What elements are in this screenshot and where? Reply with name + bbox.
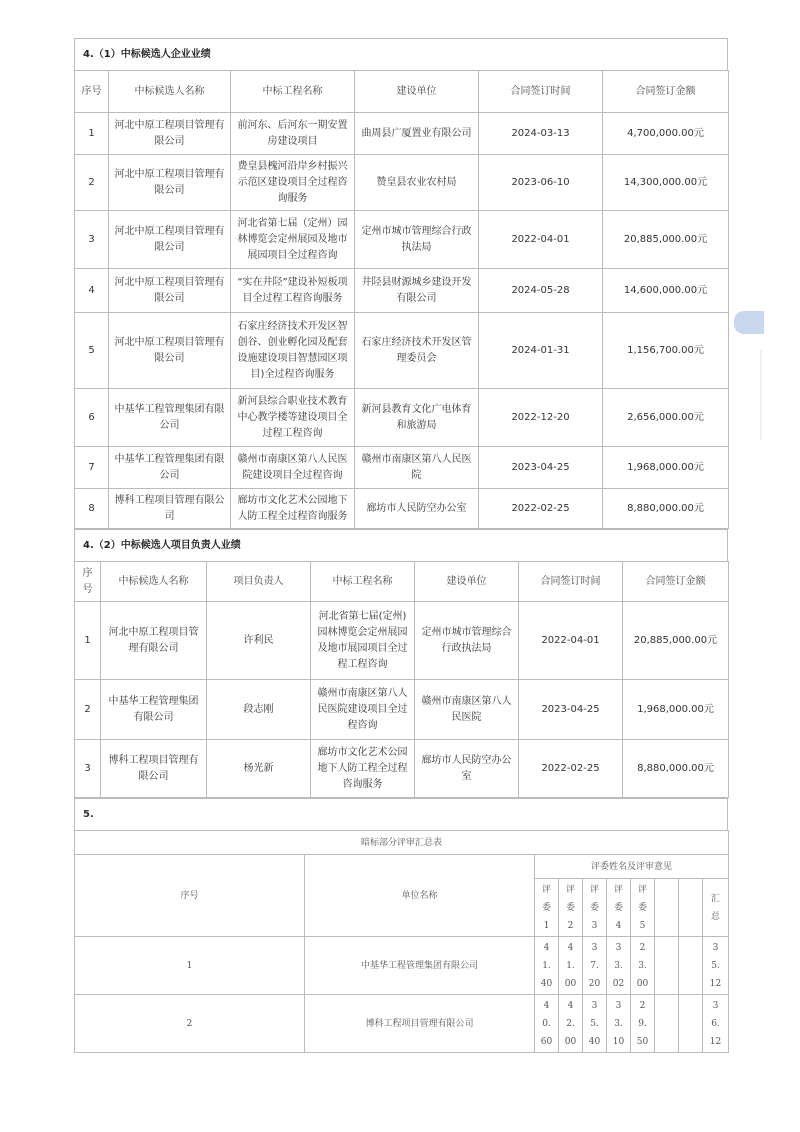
score-digit-group: 0. — [542, 1018, 551, 1029]
score-judge-char: 4 — [615, 920, 622, 931]
table1-cell: 2 — [75, 155, 109, 211]
table1-cell: 2022-04-01 — [479, 211, 603, 269]
table2-header-cell: 项目负责人 — [207, 562, 311, 602]
table1-row — [75, 389, 729, 447]
table1-row — [75, 447, 729, 489]
score-judge-char: 委 — [589, 902, 599, 913]
table2-cell: 杨光新 — [207, 740, 311, 798]
score-unit-cell: 博科工程项目管理有限公司 — [305, 995, 535, 1053]
table1-cell: 5 — [75, 313, 109, 389]
score-digit-group: 4 — [567, 1000, 574, 1011]
score-digit-group: 3 — [712, 1000, 719, 1011]
section-title-leader-performance: 4.（2）中标候选人项目负责人业绩 — [74, 529, 728, 561]
score-digit-group: 2. — [566, 1018, 575, 1029]
score-digit-group: 4 — [543, 1000, 550, 1011]
table1-cell: 赣州市南康区第八人民医院建设项目全过程咨询 — [231, 447, 355, 489]
table2-cell: 许利民 — [207, 602, 311, 680]
score-digit-group: 12 — [709, 978, 722, 989]
score-total-char: 汇 — [711, 893, 721, 904]
side-panel-tab[interactable] — [734, 311, 764, 334]
table1-cell: 2,656,000.00元 — [603, 389, 729, 447]
score-total-header — [703, 879, 729, 937]
score-judge-char: 5 — [639, 920, 646, 931]
score-judge-char: 评 — [565, 884, 575, 895]
leader-performance-table — [74, 561, 729, 798]
table1-header-cell: 中标候选人名称 — [109, 71, 231, 113]
table1-cell: 20,885,000.00元 — [603, 211, 729, 269]
table1-cell: 河北中原工程项目管理有限公司 — [109, 211, 231, 269]
score-judge-header — [535, 879, 559, 937]
score-col-seq: 序号 — [75, 855, 305, 937]
table2-row — [75, 680, 729, 740]
table1-cell: 定州市城市管理综合行政执法局 — [355, 211, 479, 269]
score-value-cell — [607, 937, 631, 995]
score-digit-group: 02 — [612, 978, 625, 989]
table1-cell: 4 — [75, 269, 109, 313]
score-digit-group: 3. — [614, 960, 623, 971]
table2-row — [75, 602, 729, 680]
score-digit-group: 40 — [540, 978, 553, 989]
table1-cell: 新河县教育文化广电体育和旅游局 — [355, 389, 479, 447]
table2-cell: 中基华工程管理集团有限公司 — [101, 680, 207, 740]
table1-cell: 14,300,000.00元 — [603, 155, 729, 211]
score-digit-group: 3 — [712, 942, 719, 953]
score-digit-group: 3. — [614, 1018, 623, 1029]
table1-row — [75, 113, 729, 155]
score-value-cell — [631, 995, 655, 1053]
table1-cell: 新河县综合职业技术教育中心教学楼等建设项目全过程工程咨询 — [231, 389, 355, 447]
table2-cell: 2 — [75, 680, 101, 740]
score-digit-group: 9. — [638, 1018, 647, 1029]
table1-header-cell: 中标工程名称 — [231, 71, 355, 113]
score-total-cell — [703, 937, 729, 995]
table1-cell: 中基华工程管理集团有限公司 — [109, 447, 231, 489]
table1-row — [75, 155, 729, 211]
table1-cell: 2024-05-28 — [479, 269, 603, 313]
table1-row — [75, 313, 729, 389]
score-value-cell — [631, 937, 655, 995]
table1-cell: 井陉县财源城乡建设开发有限公司 — [355, 269, 479, 313]
score-judge-header — [631, 879, 655, 937]
table2-cell: 博科工程项目管理有限公司 — [101, 740, 207, 798]
table1-cell: 7 — [75, 447, 109, 489]
table1-row — [75, 489, 729, 529]
score-judge-char: 评 — [589, 884, 599, 895]
table1-cell: 河北中原工程项目管理有限公司 — [109, 313, 231, 389]
table2-header-cell: 合同签订金额 — [623, 562, 729, 602]
table2-row — [75, 740, 729, 798]
score-row — [75, 937, 729, 995]
score-total-char: 总 — [711, 911, 721, 922]
score-value-cell — [679, 937, 703, 995]
score-digit-group: 00 — [564, 978, 577, 989]
table2-cell: 2022-04-01 — [519, 602, 623, 680]
table1-header-cell: 合同签订时间 — [479, 71, 603, 113]
score-digit-group: 12 — [709, 1036, 722, 1047]
score-digit-group: 7. — [590, 960, 599, 971]
score-value-cell — [559, 937, 583, 995]
score-digit-group: 5. — [711, 960, 720, 971]
score-digit-group: 2 — [639, 942, 646, 953]
score-value-cell — [535, 995, 559, 1053]
score-judge-char: 评 — [613, 884, 623, 895]
table1-cell: 曲周县广厦置业有限公司 — [355, 113, 479, 155]
table1-cell: 2023-06-10 — [479, 155, 603, 211]
score-judge-char: 评 — [541, 884, 551, 895]
table2-cell: 8,880,000.00元 — [623, 740, 729, 798]
table2-cell: 1,968,000.00元 — [623, 680, 729, 740]
table1-cell: 河北中原工程项目管理有限公司 — [109, 113, 231, 155]
score-value-cell — [583, 995, 607, 1053]
table2-cell: 赣州市南康区第八人民医院 — [415, 680, 519, 740]
score-col-unit: 单位名称 — [305, 855, 535, 937]
score-digit-group: 5. — [590, 1018, 599, 1029]
score-value-cell — [607, 995, 631, 1053]
score-digit-group: 4 — [543, 942, 550, 953]
table2-cell: 段志刚 — [207, 680, 311, 740]
table1-cell: 石家庄经济技术开发区管理委员会 — [355, 313, 479, 389]
table1-cell: 前河东、后河东一期安置房建设项目 — [231, 113, 355, 155]
score-digit-group: 1. — [542, 960, 551, 971]
score-digit-group: 1. — [566, 960, 575, 971]
table1-cell: 赞皇县农业农村局 — [355, 155, 479, 211]
table1-header-cell: 序号 — [75, 71, 109, 113]
table2-cell: 廊坊市文化艺术公园地下人防工程全过程咨询服务 — [311, 740, 415, 798]
table1-cell: 3 — [75, 211, 109, 269]
score-digit-group: 2 — [639, 1000, 646, 1011]
score-judge-char: 2 — [567, 920, 574, 931]
side-scroll-track[interactable] — [760, 350, 762, 440]
score-value-cell — [655, 995, 679, 1053]
table1-row — [75, 269, 729, 313]
table2-cell: 河北中原工程项目管理有限公司 — [101, 602, 207, 680]
score-judge-char: 1 — [543, 920, 550, 931]
score-judge-char: 委 — [637, 902, 647, 913]
table1-cell: 赣州市南康区第八人民医院 — [355, 447, 479, 489]
score-digit-group: 3. — [638, 960, 647, 971]
score-digit-group: 60 — [540, 1036, 553, 1047]
score-judge-char: 3 — [591, 920, 598, 931]
table2-cell: 河北省第七届(定州)园林博览会定州展园及地市展园项目全过程工程咨询 — [311, 602, 415, 680]
score-judge-header — [679, 879, 703, 937]
score-seq-cell: 1 — [75, 937, 305, 995]
table2-cell: 定州市城市管理综合行政执法局 — [415, 602, 519, 680]
score-digit-group: 00 — [564, 1036, 577, 1047]
score-digit-group: 40 — [588, 1036, 601, 1047]
section-title-5: 5. — [74, 798, 728, 830]
score-value-cell — [679, 995, 703, 1053]
score-digit-group: 3 — [615, 1000, 622, 1011]
score-value-cell — [559, 995, 583, 1053]
table1-cell: 2022-12-20 — [479, 389, 603, 447]
table1-cell: 石家庄经济技术开发区智创谷、创业孵化园及配套设施建设项目智慧园区项目)全过程咨询服务 — [231, 313, 355, 389]
score-value-cell — [535, 937, 559, 995]
score-table-caption: 暗标部分评审汇总表 — [75, 831, 729, 855]
score-judge-header — [607, 879, 631, 937]
score-digit-group: 3 — [615, 942, 622, 953]
table1-cell: 6 — [75, 389, 109, 447]
score-digit-group: 6. — [711, 1018, 720, 1029]
table2-cell: 廊坊市人民防空办公室 — [415, 740, 519, 798]
table1-cell: 廊坊市文化艺术公园地下人防工程全过程咨询服务 — [231, 489, 355, 529]
table1-cell: 1,156,700.00元 — [603, 313, 729, 389]
score-total-cell — [703, 995, 729, 1053]
table1-cell: 河北省第七届（定州）园林博览会定州展园及地市展园项目全过程咨询 — [231, 211, 355, 269]
table1-cell: 费皇县槐河沿岸乡村振兴示范区建设项目全过程咨询服务 — [231, 155, 355, 211]
table1-cell: 2023-04-25 — [479, 447, 603, 489]
table1-cell: 4,700,000.00元 — [603, 113, 729, 155]
table1-header-cell: 合同签订金额 — [603, 71, 729, 113]
table1-cell: 2024-01-31 — [479, 313, 603, 389]
score-digit-group: 10 — [612, 1036, 625, 1047]
table2-cell: 20,885,000.00元 — [623, 602, 729, 680]
score-judge-char: 委 — [565, 902, 575, 913]
table1-cell: 博科工程项目管理有限公司 — [109, 489, 231, 529]
document-body — [74, 38, 728, 1053]
score-digit-group: 3 — [591, 942, 598, 953]
score-judge-char: 评 — [637, 884, 647, 895]
score-value-cell — [655, 937, 679, 995]
score-summary-table — [74, 830, 729, 1053]
score-digit-group: 50 — [636, 1036, 649, 1047]
table1-cell: 8,880,000.00元 — [603, 489, 729, 529]
table2-header-cell: 中标候选人名称 — [101, 562, 207, 602]
table2-header-cell: 合同签订时间 — [519, 562, 623, 602]
table1-cell: 廊坊市人民防空办公室 — [355, 489, 479, 529]
score-judge-char: 委 — [541, 902, 551, 913]
table2-header-cell: 序号 — [75, 562, 101, 602]
table1-cell: 1,968,000.00元 — [603, 447, 729, 489]
company-performance-table — [74, 70, 729, 529]
score-digit-group: 3 — [591, 1000, 598, 1011]
table1-cell: 1 — [75, 113, 109, 155]
table1-cell: 河北中原工程项目管理有限公司 — [109, 269, 231, 313]
table2-header-cell: 建设单位 — [415, 562, 519, 602]
score-digit-group: 20 — [588, 978, 601, 989]
table2-cell: 赣州市南康区第八人民医院建设项目全过程咨询 — [311, 680, 415, 740]
table1-cell: 8 — [75, 489, 109, 529]
table1-cell: 2024-03-13 — [479, 113, 603, 155]
score-digit-group: 00 — [636, 978, 649, 989]
score-judge-header — [655, 879, 679, 937]
table2-cell: 1 — [75, 602, 101, 680]
table2-cell: 2022-02-25 — [519, 740, 623, 798]
table1-cell: 2022-02-25 — [479, 489, 603, 529]
table1-header-cell: 建设单位 — [355, 71, 479, 113]
score-value-cell — [583, 937, 607, 995]
score-judge-char: 委 — [613, 902, 623, 913]
table1-cell: 中基华工程管理集团有限公司 — [109, 389, 231, 447]
table1-cell: “实在井陉”建设补短板项目全过程工程咨询服务 — [231, 269, 355, 313]
table2-header-cell: 中标工程名称 — [311, 562, 415, 602]
score-row — [75, 995, 729, 1053]
table1-cell: 河北中原工程项目管理有限公司 — [109, 155, 231, 211]
table1-row — [75, 211, 729, 269]
table2-cell: 2023-04-25 — [519, 680, 623, 740]
score-digit-group: 4 — [567, 942, 574, 953]
score-judge-header — [559, 879, 583, 937]
score-unit-cell: 中基华工程管理集团有限公司 — [305, 937, 535, 995]
score-seq-cell: 2 — [75, 995, 305, 1053]
score-col-judges-group: 评委姓名及评审意见 — [535, 855, 729, 879]
section-title-company-performance: 4.（1）中标候选人企业业绩 — [74, 38, 728, 70]
score-judge-header — [583, 879, 607, 937]
table2-cell: 3 — [75, 740, 101, 798]
table1-cell: 14,600,000.00元 — [603, 269, 729, 313]
